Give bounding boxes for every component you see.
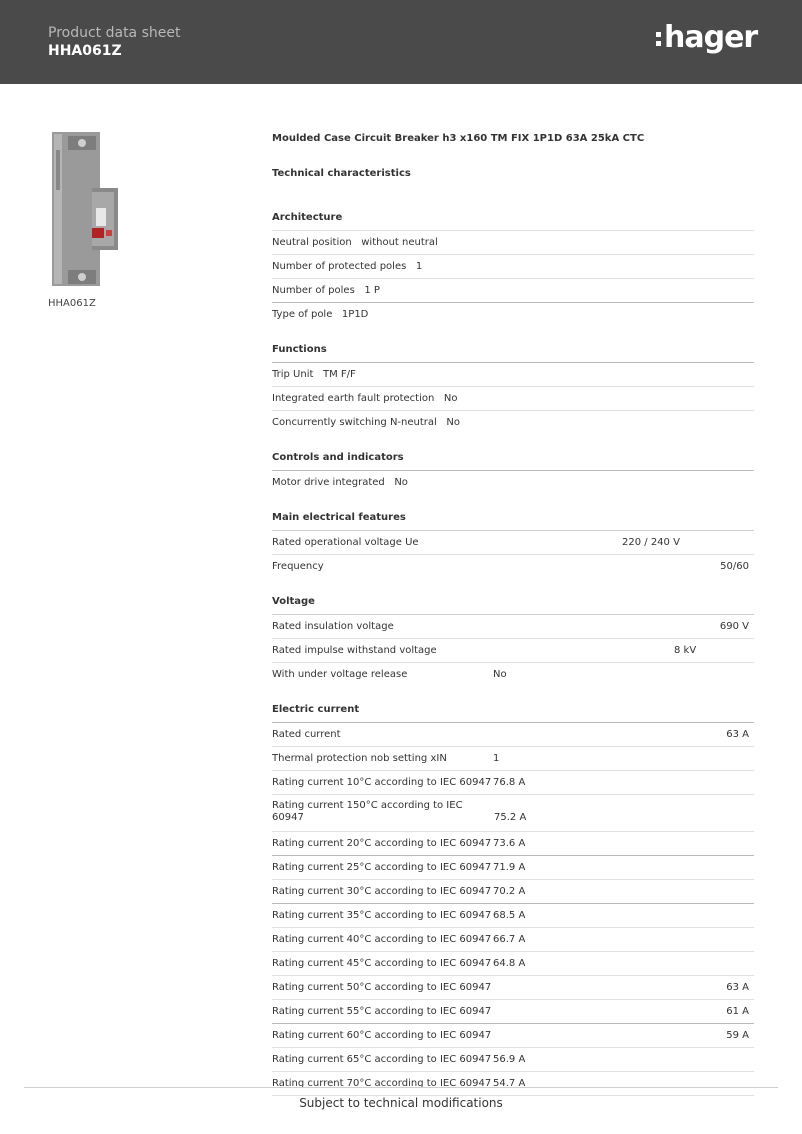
hager-logo: hager [664,20,758,55]
spec-label: Rated insulation voltage [272,621,394,632]
spec-label: Rating current 45°C according to IEC 60947 [272,958,492,969]
spec-value: 66.7 A [493,934,526,945]
spec-value: 1 [415,261,423,272]
section-voltage [272,592,754,686]
spec-value: 73.6 A [493,838,526,849]
spec-value: 50/60 [720,561,749,572]
section-title: Functions [272,340,754,363]
spec-value: 59 A [726,1030,749,1041]
spec-row [272,856,754,880]
spec-label: Number of protected poles [272,261,407,272]
spec-label: Rating current 50°C according to IEC 60947 [272,982,492,993]
section-title: Architecture [272,208,754,231]
spec-label: Integrated earth fault protection [272,393,435,404]
header-subtitle: Product data sheet [48,25,181,41]
spec-label: Number of poles [272,285,355,296]
spec-row [272,771,754,795]
spec-label: Rating current 70°C according to IEC 60947 [272,1078,492,1089]
footer-note: Subject to technical modifications [299,1096,503,1110]
product-title: Moulded Case Circuit Breaker h3 x160 TM FIX 1P1D 63A 25kA CTC [272,133,645,144]
spec-row [272,952,754,976]
product-image-caption: HHA061Z [48,298,96,309]
spec-value: 8 kV [674,645,697,656]
spec-label: Motor drive integrated [272,477,385,488]
spec-value: 68.5 A [493,910,526,921]
spec-value: 61 A [726,1006,749,1017]
technical-characteristics-heading: Technical characteristics [272,168,411,179]
spec-value: without neutral [361,237,438,248]
spec-value: No [394,477,408,488]
footer-divider [24,1087,778,1088]
section-architecture [272,208,754,326]
spec-row [272,255,754,279]
spec-label: Rating current 60°C according to IEC 60947 [272,1030,492,1041]
spec-value: 1 P [364,285,380,296]
spec-row [272,723,754,747]
spec-row [272,615,754,639]
spec-row [272,795,754,832]
spec-row [272,411,754,434]
spec-row [272,639,754,663]
header-product-code: HHA061Z [48,43,122,59]
spec-label: With under voltage release [272,669,408,680]
spec-label: Neutral position [272,237,352,248]
spec-row [272,1000,754,1024]
spec-row [272,279,754,303]
spec-row [272,231,754,255]
product-image [48,130,120,294]
spec-label: Rated current [272,729,341,740]
spec-row [272,531,754,555]
spec-row [272,663,754,686]
spec-label: Rating current 25°C according to IEC 60947 [272,862,492,873]
spec-label: Rating current 40°C according to IEC 60947 [272,934,492,945]
spec-row [272,363,754,387]
spec-value: 1P1D [341,309,369,320]
spec-row [272,1024,754,1048]
spec-row [272,1072,754,1096]
spec-row [272,1048,754,1072]
spec-value: No [493,669,507,680]
spec-label: Type of pole [272,309,333,320]
spec-label: Rating current 35°C according to IEC 60947 [272,910,492,921]
spec-value: 64.8 A [493,958,526,969]
spec-value: 1 [493,753,500,764]
spec-label: Rated operational voltage Ue [272,537,419,548]
spec-row [272,747,754,771]
spec-row [272,303,754,326]
spec-label: Concurrently switching N-neutral [272,417,437,428]
spec-label: Frequency [272,561,324,572]
spec-label: Thermal protection nob setting xIN [272,753,447,764]
spec-label: Trip Unit [272,369,314,380]
spec-value: 690 V [719,621,749,632]
spec-row [272,976,754,1000]
logo-dots-icon [656,32,664,52]
spec-label: Rating current 10°C according to IEC 60947 [272,777,492,788]
spec-value: 63 A [726,729,749,740]
section-main-electrical [272,508,754,578]
spec-value: 63 A [726,982,749,993]
spec-value: 56.9 A [493,1054,526,1065]
section-electric-current [272,700,754,1096]
section-functions [272,340,754,434]
spec-label: Rating current 65°C according to IEC 60947 [272,1054,492,1065]
spec-value: 76.8 A [493,777,526,788]
spec-content [272,128,754,1096]
spec-label: Rating current 150°C according to IEC 60947 [272,800,463,823]
spec-row [272,387,754,411]
spec-value: No [446,417,460,428]
spec-row [272,904,754,928]
spec-row [272,555,754,578]
spec-value: TM F/F [322,369,356,380]
section-title: Main electrical features [272,508,754,531]
section-title: Controls and indicators [272,448,754,471]
spec-label: Rated impulse withstand voltage [272,645,437,656]
spec-value: 54.7 A [493,1078,526,1089]
spec-value: 75.2 A [494,812,527,823]
section-title: Voltage [272,592,754,615]
spec-value: 71.9 A [493,862,526,873]
spec-label: Rating current 30°C according to IEC 60947 [272,886,492,897]
spec-row [272,880,754,904]
section-controls [272,448,754,494]
spec-label: Rating current 20°C according to IEC 60947 [272,838,492,849]
spec-value: 220 / 240 V [622,537,680,548]
spec-label: Rating current 55°C according to IEC 60947 [272,1006,492,1017]
spec-value: 70.2 A [493,886,526,897]
spec-value: No [443,393,458,404]
section-title: Electric current [272,700,754,723]
spec-row [272,832,754,856]
page-header [0,0,802,84]
spec-row [272,471,754,494]
spec-row [272,928,754,952]
